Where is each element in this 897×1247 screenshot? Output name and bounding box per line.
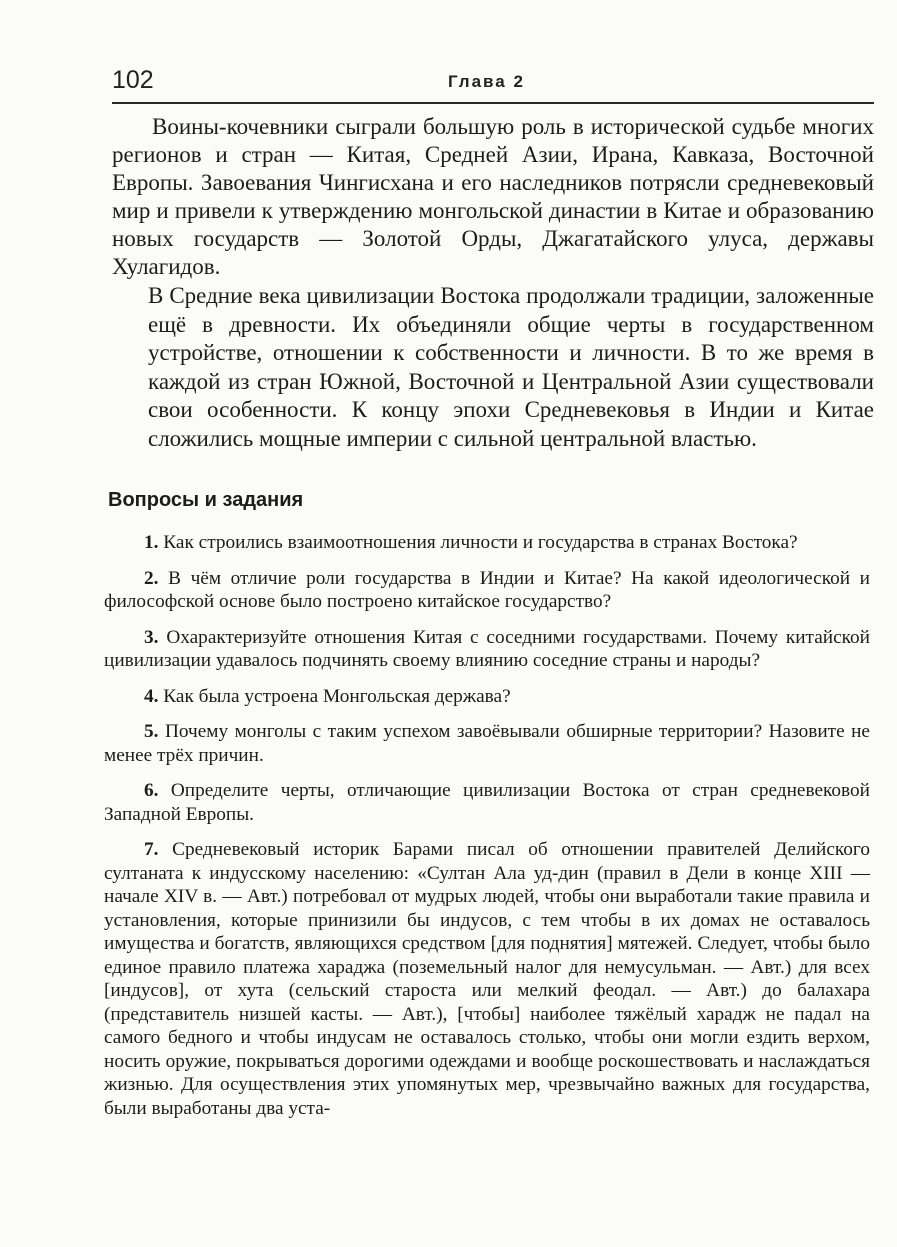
question-text: Как строились взаимоотношения личности и государства в странах Востока? [163, 532, 798, 553]
question-number: 1. [144, 532, 159, 553]
question-number: 3. [144, 626, 159, 648]
question-text: Как была устроена Монгольская держава? [163, 685, 511, 707]
question-item [104, 685, 870, 709]
question-item [104, 531, 870, 555]
question-text: Почему монголы с таким успехом завоёвывали обширные территории? Назовите не менее трёх причин. [104, 721, 870, 766]
question-number: 5. [144, 721, 159, 742]
summary-paragraph: В Средние века цивилизации Востока продолжали традиции, заложенные ещё в древности. Их объединяли общие черты в государственном устройстве, отношении к собственности и личности. В то же время в каждой из стран Южной, Восточной и Центральной Азии существовали свои особенности. К концу эпохи Средневековья в Индии и Китае сложились мощные империи с сильной центральной властью. [148, 283, 874, 451]
question-number: 7. [144, 839, 159, 860]
intro-paragraph-1: Воины-кочевники сыграли большую роль в исторической судьбе многих регионов и стран — Китая, Средней Азии, Ирана, Кавказа, Восточной Европы. Завоевания Чингисхана и его наследников потрясли средневековый мир и привели к утверждению монгольской династии в Китае и образованию новых государств — Золотой Орды, Джагатайского улуса, державы Хулагидов. [112, 114, 874, 279]
question-item [104, 779, 870, 826]
question-item [104, 626, 870, 673]
question-text: Охарактеризуйте отношения Китая с соседними государствами. Почему китайской цивилизации удавалось подчинять своему влиянию соседние страны и народы? [104, 626, 870, 671]
question-text: Определите черты, отличающие цивилизации Востока от стран средневековой Западной Европы. [104, 780, 870, 825]
question-text: Средневековый историк Барами писал об отношении правителей Делийского султаната к индусскому населению: «Султан Ала уд-дин (правил в Дели в конце XIII — начале XIV в. — Авт.) потребовал от мудрых людей, чтобы они выработали такие правила и установления, которые принизили бы индусов, с тем чтобы в их домах не оставалось имущества и богатств, являющихся средством [для поднятия] мятежей. Следует, чтобы было единое правило платежа хараджа (поземельный налог для немусульман. — Авт.) для всех [индусов], от хута (сельский староста или мелкий феодал. — Авт.) до балахара (представитель низшей касты. — Авт.), [чтобы] наиболее тяжёлый харадж не падал на самого бедного и чтобы индусам не оставалось столько, чтобы они могли ездить верхом, носить оружие, покрываться дорогими одеждами и вообще роскошествовать и наслаждаться жизнью. Для осуществления этих упомянутых мер, чрезвычайно важных для государства, были выработаны два уста- [104, 839, 870, 1119]
question-number: 4. [144, 685, 159, 707]
question-item [104, 838, 870, 1120]
question-number: 6. [144, 780, 159, 801]
page-header [112, 66, 874, 104]
question-text: В чём отличие роли государства в Индии и Китае? На какой идеологической и философской основе было построено китайское государство? [104, 567, 870, 612]
chapter-label: Глава 2 [448, 72, 525, 91]
section-title: Вопросы и задания [108, 489, 304, 511]
page-number: 102 [112, 66, 154, 94]
question-number: 2. [144, 567, 159, 589]
question-item [104, 567, 870, 614]
questions-list [104, 531, 870, 1132]
question-item [104, 720, 870, 767]
